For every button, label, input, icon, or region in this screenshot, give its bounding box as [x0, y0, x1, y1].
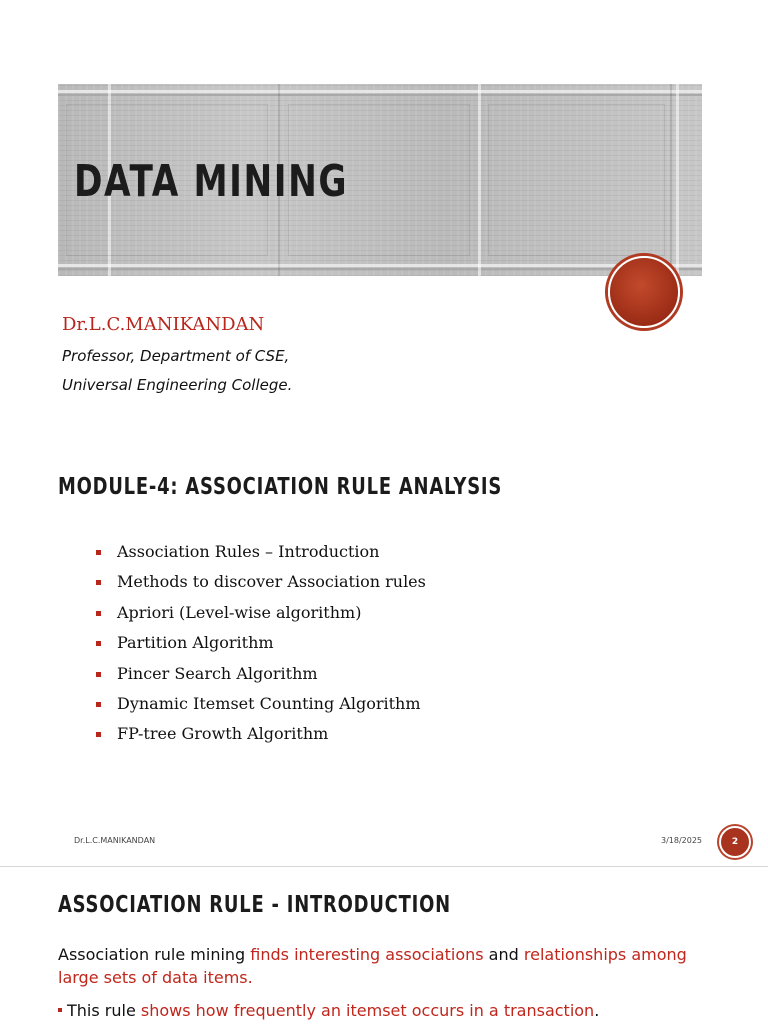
list-item: Partition Algorithm [96, 631, 426, 661]
intro-bullet: This rule shows how frequently an itemset occurs in a transaction. [58, 999, 738, 1022]
bullet-square-icon [58, 1008, 62, 1012]
topic-list [96, 540, 426, 753]
highlight-text: finds interesting associations [250, 945, 484, 964]
list-item: Pincer Search Algorithm [96, 662, 426, 692]
decorative-circle [608, 256, 680, 328]
slide-divider [0, 866, 768, 867]
list-item: FP-tree Growth Algorithm [96, 722, 426, 752]
banner-line [478, 84, 481, 276]
banner-stripe [58, 264, 702, 267]
slide-title: DATA MINING [74, 156, 349, 207]
author-name: Dr.L.C.MANIKANDAN [62, 314, 265, 335]
author-college: Universal Engineering College. [62, 376, 293, 394]
banner-line [670, 84, 672, 276]
bullet-square-icon [96, 641, 101, 646]
page-number-badge: 2 [719, 826, 751, 858]
banner-panel [488, 104, 665, 256]
bullet-square-icon [96, 550, 101, 555]
bullet-square-icon [96, 672, 101, 677]
bullet-square-icon [96, 732, 101, 737]
banner-stripe [58, 268, 702, 270]
highlight-text: relationships among large sets of data items. [58, 945, 687, 987]
list-item: Apriori (Level-wise algorithm) [96, 601, 426, 631]
list-item: Methods to discover Association rules [96, 570, 426, 600]
banner-stripe [58, 94, 702, 96]
footer-author: Dr.L.C.MANIKANDAN [74, 836, 156, 845]
list-item: Association Rules – Introduction [96, 540, 426, 570]
title-banner [58, 84, 702, 276]
bullet-square-icon [96, 702, 101, 707]
bullet-square-icon [96, 580, 101, 585]
banner-line [676, 84, 679, 276]
intro-paragraph: Association rule mining finds interesting associations and relationships among large sets of data items. [58, 945, 687, 987]
author-role: Professor, Department of CSE, [62, 347, 290, 365]
module-heading: MODULE-4: ASSOCIATION RULE ANALYSIS [58, 474, 503, 500]
footer-date: 3/18/2025 [661, 836, 703, 845]
banner-stripe [58, 90, 702, 93]
highlight-text: shows how frequently an itemset occurs in a transaction [140, 1001, 595, 1020]
list-item: Dynamic Itemset Counting Algorithm [96, 692, 426, 722]
bullet-square-icon [96, 611, 101, 616]
intro-heading: ASSOCIATION RULE - INTRODUCTION [58, 892, 451, 918]
